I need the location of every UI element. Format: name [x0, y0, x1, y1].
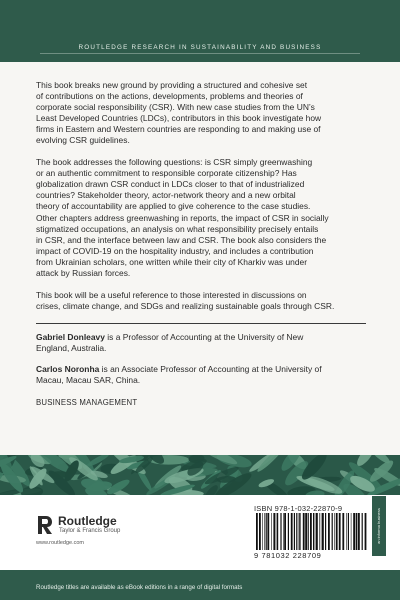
barcode-bar	[308, 513, 309, 550]
barcode-bar	[339, 513, 341, 550]
blurb-line: Other chapters address greenwashing in reports, the impact of CSR in socially	[36, 212, 329, 223]
barcode-bar	[348, 513, 349, 550]
blurb-line: in CSR, and the interface between law and CSR. The book also considers the	[36, 234, 327, 245]
barcode-bar	[256, 513, 258, 550]
blurb-paragraph-2	[36, 157, 370, 279]
isbn-label: ISBN 978-1-032-22870-9	[254, 504, 343, 513]
blurb-paragraph-3	[36, 290, 370, 312]
barcode-bar	[316, 513, 318, 550]
barcode-bar	[351, 513, 352, 550]
barcode-bar	[276, 513, 277, 550]
barcode-bar	[296, 513, 297, 550]
barcode-bar	[310, 513, 312, 550]
barcode-bar	[346, 513, 347, 550]
barcode-bar	[291, 513, 293, 550]
ebook-note: Routledge titles are available as eBook editions in a range of digital formats	[36, 584, 243, 591]
barcode-bar	[294, 513, 295, 550]
blurb-line: crises, climate change, and SDGs and realizing sustainable goals through CSR.	[36, 300, 335, 311]
barcode-bar	[288, 513, 289, 550]
barcode-bar	[305, 513, 307, 550]
barcode-bar	[342, 513, 344, 550]
barcode-bar	[319, 513, 320, 550]
barcode-bar	[322, 513, 324, 550]
series-rule	[40, 53, 360, 54]
barcode-bar	[328, 513, 330, 550]
barcode-bar	[332, 513, 333, 550]
publisher-name: Routledge	[58, 514, 117, 528]
blurb-line: firms in Eastern and Western countries are responding to and making use of	[36, 124, 321, 135]
section-divider	[36, 323, 366, 324]
author-bio-text: is a Professor of Accounting at the University of New	[104, 331, 304, 342]
author-bio-2	[36, 364, 370, 386]
blurb-line: or an authentic commitment to responsible corporate citizenship? Has	[36, 168, 297, 179]
barcode-bar	[271, 513, 272, 550]
barcode-graphic	[254, 513, 370, 551]
blurb-line: corporate social responsibility (CSR). With new case studies from the UN’s	[36, 102, 315, 113]
barcode-bar	[264, 513, 265, 550]
blurb-line: The book addresses the following questions: is CSR simply greenwashing	[36, 157, 313, 168]
barcode-bar	[280, 513, 281, 550]
barcode-bar	[266, 513, 267, 550]
author-name: Carlos Noronha	[36, 363, 100, 374]
blurb-line: impact of COVID-19 on the hospitality industry, and includes a contribution	[36, 245, 314, 256]
barcode-bar	[358, 513, 360, 550]
blurb-line: stigmatized occupations, an analysis on what responsibility precisely entails	[36, 223, 319, 234]
blurb-area	[36, 80, 370, 407]
informa-text: an informa business	[376, 508, 381, 544]
leaf-pattern-band	[0, 455, 400, 495]
blurb-line: globalization drawn CSR conduct in LDCs closer to that of industrialized	[36, 179, 305, 190]
barcode-bar	[356, 513, 358, 550]
barcode-bar	[313, 513, 314, 550]
barcode-bar	[262, 513, 263, 550]
routledge-logo-icon	[36, 514, 54, 536]
blurb-line: This book will be a useful reference to those interested in discussions on	[36, 289, 307, 300]
series-title: ROUTLEDGE RESEARCH IN SUSTAINABILITY AND BUSINESS	[78, 44, 322, 51]
blurb-line: Least Developed Countries (LDCs), contributors in this book investigate how	[36, 113, 322, 124]
barcode-bar	[267, 513, 269, 550]
author-bio-1	[36, 332, 370, 354]
barcode-bar	[325, 513, 326, 550]
barcode-bar	[299, 513, 300, 550]
barcode-bar	[281, 513, 282, 550]
blurb-line: from Ukrainian scholars, one written while their city of Kharkiv was under	[36, 256, 308, 267]
barcode-bar	[365, 513, 367, 550]
author-bio-text: Macau, Macau SAR, China.	[36, 375, 141, 386]
barcode-bar	[284, 513, 286, 550]
barcode-bar	[303, 513, 305, 550]
barcode-bar	[277, 513, 278, 550]
blurb-line: theory of accountability are applied to give coherence to the case studies.	[36, 201, 311, 212]
blurb-line: attack by Russian forces.	[36, 267, 131, 278]
leaf-pattern	[0, 455, 400, 495]
barcode-bar	[362, 513, 363, 550]
barcode-bar	[336, 513, 338, 550]
author-bio-text: England, Australia.	[36, 342, 107, 353]
blurb-line: countries? Stakeholder theory, actor-network theory and a new orbital	[36, 190, 296, 201]
subject-category: BUSINESS MANAGEMENT	[36, 398, 138, 408]
blurb-line: evolving CSR guidelines.	[36, 135, 130, 146]
barcode-bar	[283, 513, 284, 550]
publisher-group: Taylor & Francis Group	[59, 528, 121, 534]
barcode-bar	[259, 513, 261, 550]
barcode-bar	[273, 513, 275, 550]
barcode	[254, 513, 370, 553]
blurb-line: This book breaks new ground by providing a structured and cohesive set	[36, 80, 308, 90]
blurb-line: of contributions on the actions, developments, problems and theories of	[36, 91, 303, 102]
author-name: Gabriel Donleavy	[36, 331, 105, 342]
author-bio-text: is an Associate Professor of Accounting at the University of	[99, 363, 322, 374]
barcode-bar	[315, 513, 316, 550]
publisher-url: www.routledge.com	[36, 540, 84, 546]
barcode-bar	[300, 513, 301, 550]
barcode-bar	[353, 513, 355, 550]
barcode-number: 9 781032 228709	[254, 551, 322, 560]
blurb-paragraph-1	[36, 80, 370, 146]
barcode-bar	[334, 513, 335, 550]
barcode-bar	[321, 513, 322, 550]
